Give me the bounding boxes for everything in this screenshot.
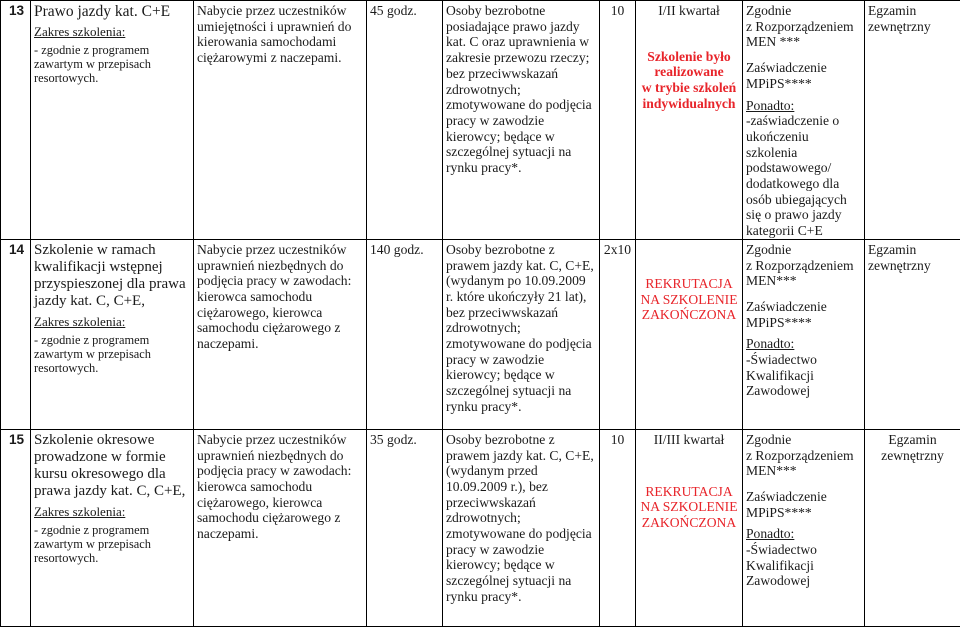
- cert-line: Zaświadczenie: [746, 60, 861, 76]
- exam-cell: [865, 1, 960, 240]
- table-row: [1, 239, 960, 429]
- course-cell: [31, 429, 194, 626]
- hours-cell: [367, 429, 443, 626]
- course-cell: [31, 1, 194, 240]
- cert-line: MEN***: [746, 273, 861, 289]
- participants-text: 10: [603, 432, 632, 448]
- cert-line: [746, 479, 861, 489]
- participants-cell: [600, 429, 636, 626]
- hours-text: 45 godz.: [370, 3, 439, 19]
- ponadto-label: Ponadto:: [746, 526, 861, 542]
- term-status-cell: [636, 1, 743, 240]
- hours-text: 140 godz.: [370, 242, 439, 258]
- zakres-label: Zakres szkolenia:: [34, 314, 190, 330]
- cert-line: MPiPS****: [746, 76, 861, 92]
- row-number: 15: [1, 429, 31, 626]
- term-status-cell: [636, 239, 743, 429]
- exam-cell: [865, 429, 960, 626]
- course-title: Prawo jazdy kat. C+E: [34, 3, 190, 20]
- zakres-label: Zakres szkolenia:: [34, 24, 190, 40]
- cert-line: Zgodnie: [746, 242, 861, 258]
- purpose-cell: [194, 239, 367, 429]
- zakres-note: - zgodnie z programem zawartym w przepisach resortowych.: [34, 523, 190, 566]
- cert-extra: -Świadectwo Kwalifikacji Zawodowej: [746, 542, 861, 589]
- target-cell: [443, 429, 600, 626]
- course-cell: [31, 239, 194, 429]
- course-title: Szkolenie w ramach kwalifikacji wstępnej przyspieszonej dla prawa jazdy kat. C, C+E,: [34, 242, 190, 310]
- course-title: Szkolenie okresowe prowadzone w formie kursu okresowego dla prawa jazdy kat. C, C+E,: [34, 432, 190, 500]
- row-number: 14: [1, 239, 31, 429]
- certificate-cell: [743, 429, 865, 626]
- term-text: I/II kwartał: [639, 3, 739, 19]
- cert-line: MPiPS****: [746, 315, 861, 331]
- zakres-label: Zakres szkolenia:: [34, 504, 190, 520]
- certificate-cell: [743, 239, 865, 429]
- participants-text: 10: [603, 3, 632, 19]
- cert-extra: -zaświadczenie o ukończeniu szkolenia podstawowego/ dodatkowego dla osób ubiegających się o prawo jazdy kategorii C+E: [746, 113, 861, 239]
- purpose-cell: [194, 429, 367, 626]
- table-row: [1, 429, 960, 626]
- target-cell: [443, 239, 600, 429]
- exam-cell: [865, 239, 960, 429]
- participants-cell: [600, 1, 636, 240]
- cert-line: MEN***: [746, 463, 861, 479]
- row-number: 13: [1, 1, 31, 240]
- term-text: II/III kwartał: [639, 432, 739, 448]
- ponadto-label: Ponadto:: [746, 98, 861, 114]
- cert-line: z Rozporządzeniem: [746, 19, 861, 35]
- target-text: Osoby bezrobotne z prawem jazdy kat. C, C+E, (wydanym przed 10.09.2009 r.), bez przeciwwskazań zdrowotnych; zmotywowane do podjęcia pracy w zawodzie kierowcy; będące w szczególnej sytuacji na rynku pracy*.: [446, 432, 596, 605]
- target-text: Osoby bezrobotne z prawem jazdy kat. C, C+E, (wydanym po 10.09.2009 r. które ukończyły 21 lat), bez przeciwwskazań zdrowotnych; zmotywowane do podjęcia pracy w zawodzie kierowcy; będące w szczególnej sytuacji na rynku pracy*.: [446, 242, 596, 415]
- cert-line: MEN ***: [746, 34, 861, 50]
- status-badge: REKRUTACJA NA SZKOLENIE ZAKOŃCZONA: [639, 276, 739, 323]
- exam-text: Egzamin zewnętrzny: [868, 432, 957, 463]
- cert-line: Zgodnie: [746, 3, 861, 19]
- term-status-cell: [636, 429, 743, 626]
- table-row: [1, 1, 960, 240]
- cert-line: Zaświadczenie: [746, 489, 861, 505]
- participants-cell: [600, 239, 636, 429]
- cert-line: z Rozporządzeniem: [746, 258, 861, 274]
- certificate-cell: [743, 1, 865, 240]
- purpose-text: Nabycie przez uczestników umiejętności i uprawnień do kierowania samochodami ciężarowymi z naczepami.: [197, 3, 363, 66]
- purpose-cell: [194, 1, 367, 240]
- cert-line: MPiPS****: [746, 505, 861, 521]
- cert-line: z Rozporządzeniem: [746, 448, 861, 464]
- target-cell: [443, 1, 600, 240]
- hours-text: 35 godz.: [370, 432, 439, 448]
- target-text: Osoby bezrobotne posiadające prawo jazdy kat. C oraz uprawnienia w zakresie przewozu rzeczy; bez przeciwwskazań zdrowotnych; zmotywowane do podjęcia pracy w zawodzie kierowcy; będące w szczególnej sytuacji na rynku pracy*.: [446, 3, 596, 176]
- hours-cell: [367, 239, 443, 429]
- zakres-note: - zgodnie z programem zawartym w przepisach resortowych.: [34, 43, 190, 86]
- hours-cell: [367, 1, 443, 240]
- zakres-note: - zgodnie z programem zawartym w przepisach resortowych.: [34, 333, 190, 376]
- cert-line: [746, 289, 861, 299]
- cert-extra: -Świadectwo Kwalifikacji Zawodowej: [746, 352, 861, 399]
- status-badge: Szkolenie było realizowane w trybie szkoleń indywidualnych: [639, 49, 739, 112]
- exam-text: Egzamin zewnętrzny: [868, 3, 957, 34]
- cert-line: [746, 50, 861, 60]
- purpose-text: Nabycie przez uczestników uprawnień niezbędnych do podjęcia pracy w zawodach: kierowca samochodu ciężarowego, kierowca samochodu ciężarowego z naczepami.: [197, 432, 363, 542]
- participants-text: 2x10: [603, 242, 632, 258]
- exam-text: Egzamin zewnętrzny: [868, 242, 957, 273]
- cert-line: Zgodnie: [746, 432, 861, 448]
- cert-line: Zaświadczenie: [746, 299, 861, 315]
- purpose-text: Nabycie przez uczestników uprawnień niezbędnych do podjęcia pracy w zawodach: kierowca samochodu ciężarowego, kierowca samochodu ciężarowego z naczepami.: [197, 242, 363, 352]
- ponadto-label: Ponadto:: [746, 336, 861, 352]
- status-badge: REKRUTACJA NA SZKOLENIE ZAKOŃCZONA: [639, 484, 739, 531]
